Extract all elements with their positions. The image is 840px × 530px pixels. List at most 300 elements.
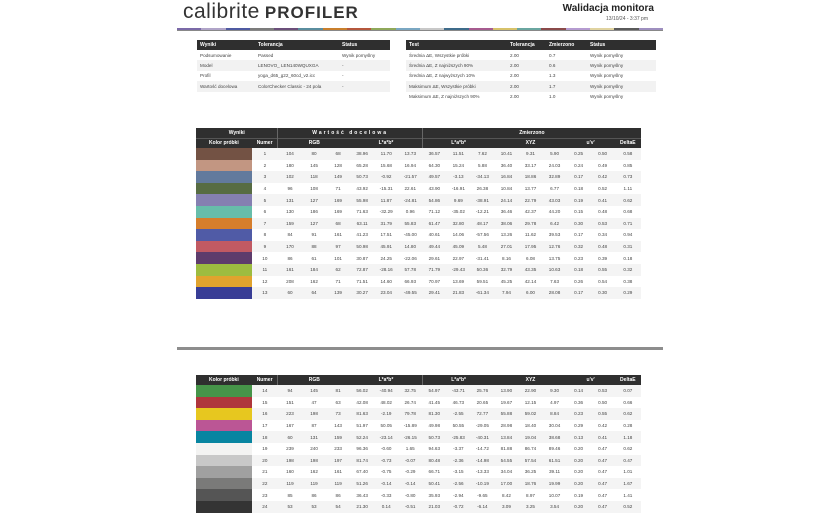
measurement-cell-g: 198 <box>302 408 326 420</box>
measurement-cell-r: 84 <box>287 232 293 238</box>
measurement-cell-de: 0.85 <box>623 162 633 168</box>
measurement-cell-r: 223 <box>278 408 302 420</box>
measurement-cell-v: 0.49 <box>598 162 608 168</box>
color-swatch <box>196 148 252 160</box>
measurement-cell-u: 0.14 <box>567 385 591 397</box>
measurement-cell-r: 53 <box>278 501 302 513</box>
measurement-cell-u: 0.36 <box>574 399 584 405</box>
measurement-cell-mb: 5.88 <box>477 162 487 168</box>
brand-logo <box>183 0 359 24</box>
measurement-cell-y: 17.95 <box>518 241 542 253</box>
measurement-cell-x: 38.06 <box>494 218 518 230</box>
measurement-cell-r: 119 <box>278 478 302 490</box>
measurement-cell-x: 10.84 <box>500 186 513 192</box>
measurement-cell-x: 13.26 <box>500 232 513 238</box>
summary-header-status: Status <box>339 40 390 50</box>
measurement-cell-u: 0.20 <box>574 469 584 475</box>
measurement-cell-l: 81.63 <box>350 408 374 420</box>
measurement-cell-ml: 54.97 <box>422 385 446 397</box>
measurement-cell-z: 5.90 <box>543 148 567 160</box>
measurement-cell-z: 19.99 <box>543 478 567 490</box>
measurement-cell-de: 1.41 <box>623 492 633 498</box>
measurement-cell-v: 0.55 <box>591 408 615 420</box>
measurement-cell-ma: 21.83 <box>446 287 470 299</box>
measurement-cell-r: 170 <box>278 241 302 253</box>
test-cell: Średnia ΔE, Z najwyższych 10% <box>409 73 476 79</box>
measurement-cell-r: 160 <box>286 469 294 475</box>
measurement-cell-l: 71.63 <box>356 209 368 215</box>
header-divider <box>177 30 663 31</box>
measurement-cell-x: 32.79 <box>494 264 518 276</box>
measurement-cell-bb: -0.51 <box>398 501 422 513</box>
measurement-cell-n: 7 <box>252 218 278 230</box>
test-cell: Wynik pomyślny <box>590 73 624 79</box>
measurement-cell-bb: 1.65 <box>405 446 415 452</box>
measurement-cell-n: 17 <box>262 423 268 429</box>
sample-swatch-cell <box>196 420 252 432</box>
col2-uv: u'v' <box>567 375 615 385</box>
sample-swatch-cell <box>196 443 252 455</box>
summary-cell: LENOVO_ LEN140WQUXGA <box>255 60 339 70</box>
measurement-row <box>196 194 641 206</box>
measurement-cell-z: 6.42 <box>543 218 567 230</box>
measurement-cell-x: 55.88 <box>494 408 518 420</box>
measurement-cell-ml: 71.12 <box>428 209 441 215</box>
measurement-row <box>196 287 641 299</box>
measurement-cell-y: 59.02 <box>518 408 542 420</box>
summary-row <box>197 71 390 81</box>
measurement-cell-de: 0.71 <box>615 218 641 230</box>
sample-swatch-cell <box>196 408 252 420</box>
measurement-row <box>196 148 641 160</box>
measurement-cell-v: 0.52 <box>598 186 608 192</box>
measurement-row <box>196 229 641 241</box>
summary-row <box>197 50 390 60</box>
measurement-cell-g: 86 <box>311 492 317 498</box>
measurement-cell-x: 8.42 <box>501 492 511 498</box>
measurement-cell-bb: 16.94 <box>404 162 416 168</box>
measurement-row <box>196 241 641 253</box>
measurement-cell-bb: -0.14 <box>398 478 422 490</box>
measurement-cell-g: 198 <box>302 455 326 467</box>
measurement-cell-u: 0.17 <box>574 232 584 238</box>
measurement-cell-l: 72.87 <box>350 264 374 276</box>
measurement-cell-y: 12.15 <box>524 399 537 405</box>
measurement-cell-y: 43.35 <box>518 264 542 276</box>
summary-header-tolerancja: Tolerancja <box>255 40 339 50</box>
measurement-cell-l: 71.51 <box>356 278 368 284</box>
measurement-cell-g: 80 <box>302 148 326 160</box>
sample-swatch-cell <box>196 397 252 409</box>
measurement-row <box>196 501 641 513</box>
measurement-cell-b: 197 <box>326 455 350 467</box>
sample-swatch-cell <box>196 206 252 218</box>
measurement-cell-g: 91 <box>311 232 317 238</box>
measurement-cell-ma: 15.24 <box>452 162 465 168</box>
measurement-cell-u: 0.29 <box>574 423 584 429</box>
measurement-cell-mb: 5.48 <box>470 241 494 253</box>
summary-cell: - <box>339 60 390 70</box>
measurement-cell-u: 0.17 <box>567 287 591 299</box>
test-cell: 0.6 <box>546 60 587 70</box>
measurement-cell-g: 108 <box>310 186 318 192</box>
measurement-cell-g: 186 <box>310 209 318 215</box>
measurement-cell-de: 0.18 <box>623 255 633 261</box>
measurement-cell-y: 18.86 <box>518 171 542 183</box>
measurement-cell-ma: -2.56 <box>446 478 470 490</box>
sample-swatch-cell <box>196 171 252 183</box>
test-cell: Wynik pomyślny <box>587 60 656 70</box>
measurement-cell-mb: -34.13 <box>470 171 494 183</box>
summary-table <box>197 40 390 92</box>
measurement-cell-b: 143 <box>334 423 342 429</box>
color-swatch <box>196 466 252 478</box>
tests-header-test: Test <box>406 40 507 50</box>
measurement-cell-de: 0.47 <box>615 455 641 467</box>
measurement-cell-x: 45.25 <box>500 278 513 284</box>
measurement-cell-l: 50.98 <box>350 241 374 253</box>
measurement-cell-de: 1.01 <box>623 469 633 475</box>
measurement-cell-x: 10.41 <box>494 148 518 160</box>
measurement-cell-z: 13.75 <box>548 255 561 261</box>
measurement-cell-ml: 21.03 <box>422 501 446 513</box>
measurement-cell-ma: -2.55 <box>446 408 470 420</box>
measurement-cell-g: 145 <box>302 385 326 397</box>
measurement-cell-ma: -2.36 <box>446 455 470 467</box>
measurement-cell-n: 4 <box>263 186 267 192</box>
color-swatch <box>196 171 252 183</box>
measurement-cell-y: 29.78 <box>518 218 542 230</box>
color-swatch <box>196 501 252 513</box>
measurement-cell-r: 208 <box>286 278 294 284</box>
measurement-cell-v: 0.42 <box>591 171 615 183</box>
measurement-cell-u: 0.19 <box>567 194 591 206</box>
measurement-cell-u: 0.17 <box>567 171 591 183</box>
measurement-cell-z: 8.84 <box>543 408 567 420</box>
measurement-cell-x: 24.14 <box>494 194 518 206</box>
sample-swatch-cell <box>196 466 252 478</box>
col-deltae: DeltaE <box>615 138 641 148</box>
measurement-cell-y: 13.77 <box>524 186 537 192</box>
summary-cell: Podsumowanie <box>200 52 232 58</box>
measurement-cell-bb: -0.80 <box>405 492 416 498</box>
measurement-cell-l: 63.11 <box>350 218 374 230</box>
product-name: PROFILER <box>264 3 359 22</box>
measurement-row <box>196 206 641 218</box>
test-row <box>406 81 656 91</box>
measurement-cell-y: 42.14 <box>524 278 537 284</box>
summary-cell: Wartość docelowa <box>197 81 255 91</box>
color-swatch <box>196 206 252 218</box>
sample-swatch-cell <box>196 148 252 160</box>
sample-swatch-cell <box>196 194 252 206</box>
measurement-cell-u: 0.25 <box>567 148 591 160</box>
test-cell: 2.00 <box>507 60 546 70</box>
measurement-cell-r: 60 <box>278 431 302 443</box>
measurement-cell-bb: 0.96 <box>405 209 415 215</box>
measurement-cell-r: 167 <box>286 423 294 429</box>
tests-header-status: Status <box>587 40 656 50</box>
measurement-cell-x: 27.01 <box>494 241 518 253</box>
measurement-cell-bb: -21.57 <box>398 171 422 183</box>
col2-xyz: XYZ <box>494 375 566 385</box>
measurement-cell-a: -0.33 <box>380 492 392 498</box>
measurement-cell-y: 3.25 <box>518 501 542 513</box>
measurement-cell-v: 0.48 <box>598 209 608 215</box>
sample-swatch-cell <box>196 431 252 443</box>
summary-cell: Model <box>197 60 255 70</box>
color-swatch <box>196 183 252 195</box>
col-lab: L*a*b* <box>350 138 422 148</box>
measurement-cell-r: 159 <box>278 218 302 230</box>
measurement-cell-de: 0.31 <box>615 241 641 253</box>
measurement-column-header <box>196 138 641 148</box>
summary-cell: - <box>342 73 344 79</box>
measurement-cell-bb: 66.93 <box>404 278 416 284</box>
measurement-cell-a: 23.04 <box>374 287 398 299</box>
measurement-cell-v: 0.47 <box>591 501 615 513</box>
measurement-cell-ma: 13.69 <box>452 278 465 284</box>
measurement-cell-ml: 29.61 <box>428 255 441 261</box>
measurement-cell-ml: 70.97 <box>428 278 441 284</box>
measurement-cell-a: 11.70 <box>374 148 398 160</box>
measurement-cell-a: -28.16 <box>374 264 398 276</box>
measurement-cell-x: 8.16 <box>501 255 511 261</box>
measurement-cell-mb: 20.65 <box>476 399 489 405</box>
measurement-cell-bb: 14.80 <box>398 241 422 253</box>
measurement-cell-ma: 46.73 <box>452 399 465 405</box>
measurement-cell-ml: 49.44 <box>422 241 446 253</box>
measurement-cell-de: 0.32 <box>615 264 641 276</box>
page-title: Walidacja monitora <box>562 3 654 14</box>
measurement-cell-ml: 94.63 <box>428 446 441 452</box>
measurement-cell-bb: 79.78 <box>398 408 422 420</box>
measurement-row <box>196 252 641 264</box>
measurement-cell-r: 104 <box>278 148 302 160</box>
measurement-cell-bb: 22.61 <box>404 186 416 192</box>
measurement-cell-bb: -0.07 <box>398 455 422 467</box>
test-cell: Maksimum ΔE, Z najniższych 90% <box>409 94 480 100</box>
measurement-cell-y: 6.08 <box>526 255 535 261</box>
measurement-cell-ma: 50.55 <box>452 423 465 429</box>
measurement-cell-v: 0.47 <box>598 469 608 475</box>
measurement-table <box>196 128 641 299</box>
measurement-cell-g: 87 <box>311 423 317 429</box>
sample-swatch-cell <box>196 455 252 467</box>
measurement-cell-n: 15 <box>262 399 268 405</box>
measurement-cell-mb: -14.98 <box>470 455 494 467</box>
measurement-cell-ma: 9.69 <box>446 194 470 206</box>
measurement-cell-g: 131 <box>302 431 326 443</box>
measurement-cell-mb: -57.56 <box>475 232 489 238</box>
sample-swatch-cell <box>196 276 252 288</box>
measurement-cell-mb: 48.17 <box>470 218 494 230</box>
measurement-cell-r: 85 <box>287 492 293 498</box>
color-swatch <box>196 160 252 172</box>
measurement-row <box>196 276 641 288</box>
col2-rgb: RGB <box>278 375 350 385</box>
sample-swatch-cell <box>196 252 252 264</box>
measurement-cell-u: 0.30 <box>567 218 591 230</box>
measurement-cell-a: 45.91 <box>374 241 398 253</box>
measurement-cell-b: 71 <box>335 278 341 284</box>
measurement-cell-z: 39.53 <box>548 232 561 238</box>
col2-numer: Numer <box>252 375 278 385</box>
measurement-cell-de: 0.58 <box>615 148 641 160</box>
measurement-cell-y: 22.79 <box>518 194 542 206</box>
summary-cell: Passed <box>258 52 274 58</box>
measurement-cell-bb: -26.15 <box>398 431 422 443</box>
test-row <box>406 71 656 81</box>
measurement-cell-g: 119 <box>302 478 326 490</box>
measurement-cell-mb: -61.34 <box>470 287 494 299</box>
measurement-cell-ma: -29.43 <box>446 264 470 276</box>
measurement-cell-a: 50.05 <box>380 423 392 429</box>
measurement-cell-ma: -25.83 <box>446 431 470 443</box>
measurement-cell-v: 0.34 <box>598 232 608 238</box>
measurement-cell-mb: 25.76 <box>470 385 494 397</box>
measurement-cell-de: 0.29 <box>615 287 641 299</box>
summary-cell: yoga_d65_g22_60cd_v2.icc <box>258 73 316 79</box>
measurement-cell-l: 51.97 <box>356 423 368 429</box>
measurement-cell-r: 239 <box>286 446 294 452</box>
measurement-cell-n: 19 <box>262 446 268 452</box>
measurement-cell-n: 8 <box>263 232 267 238</box>
measurement-cell-g: 118 <box>302 171 326 183</box>
test-cell: Wynik pomyślny <box>590 52 624 58</box>
color-swatch <box>196 455 252 467</box>
measurement-cell-a: 48.02 <box>380 399 392 405</box>
measurement-cell-v: 0.53 <box>591 385 615 397</box>
test-cell: Maksimum ΔE, Wszystkie próbki <box>406 81 507 91</box>
sample-swatch-cell <box>196 264 252 276</box>
measurement-cell-de: 0.73 <box>615 171 641 183</box>
measurement-cell-r: 198 <box>278 455 302 467</box>
summary-header-row <box>197 40 390 50</box>
measurement-cell-z: 12.76 <box>543 241 567 253</box>
color-swatch <box>196 420 252 432</box>
measurement-cell-x: 13.84 <box>494 431 518 443</box>
measurement-group-header <box>196 128 641 138</box>
measurement-cell-l: 41.23 <box>356 232 368 238</box>
measurement-cell-de: 0.68 <box>623 209 633 215</box>
test-cell: 2.00 <box>510 94 519 100</box>
test-cell: Wynik pomyślny <box>587 81 656 91</box>
measurement-cell-u: 0.23 <box>567 408 591 420</box>
measurement-cell-mb: -31.41 <box>475 255 489 261</box>
measurement-cell-l: 30.87 <box>356 255 368 261</box>
measurement-row <box>196 478 641 490</box>
measurement-cell-b: 63 <box>335 399 341 405</box>
measurement-cell-u: 0.20 <box>574 446 584 452</box>
tests-header-row <box>406 40 656 50</box>
measurement-cell-y: 19.04 <box>518 431 542 443</box>
col-numer: Numer <box>252 138 278 148</box>
measurement-cell-u: 0.15 <box>574 209 584 215</box>
measurement-cell-x: 34.04 <box>500 469 513 475</box>
color-swatch <box>196 443 252 455</box>
measurement-cell-ml: 81.30 <box>422 408 446 420</box>
measurement-cell-ma: -3.15 <box>453 469 464 475</box>
measurement-cell-mb: -10.19 <box>470 478 494 490</box>
measurement-cell-mb: -12.21 <box>475 209 489 215</box>
col2-kolor: Kolor próbki <box>196 375 252 385</box>
measurement-cell-l: 36.43 <box>356 492 368 498</box>
measurement-cell-v: 0.41 <box>591 431 615 443</box>
measurement-cell-z: 39.11 <box>548 469 561 475</box>
measurement-cell-de: 0.62 <box>623 446 633 452</box>
measurement-cell-b: 139 <box>326 287 350 299</box>
measurement-cell-l: 81.74 <box>350 455 374 467</box>
measurement-cell-b: 169 <box>334 209 342 215</box>
measurement-cell-l: 50.73 <box>350 171 374 183</box>
measurement-cell-n: 10 <box>262 255 268 261</box>
measurement-cell-u: 0.26 <box>574 278 584 284</box>
measurement-cell-v: 0.50 <box>598 399 608 405</box>
measurement-cell-l: 42.08 <box>356 399 368 405</box>
measurement-cell-u: 0.18 <box>567 264 591 276</box>
measurement-cell-ma: -3.13 <box>446 171 470 183</box>
measurement-cell-z: 38.68 <box>543 431 567 443</box>
measurement-cell-x: 28.98 <box>500 423 513 429</box>
measurement-cell-ma: -35.02 <box>451 209 465 215</box>
color-swatch <box>196 252 252 264</box>
measurement-cell-ml: 49.57 <box>422 171 446 183</box>
measurement-cell-r: 131 <box>278 194 302 206</box>
brand-name: calibrite <box>183 0 260 23</box>
measurement-cell-b: 119 <box>326 478 350 490</box>
test-cell: 2.00 <box>510 73 519 79</box>
test-cell: 2.00 <box>507 81 546 91</box>
measurement-cell-ma: -16.91 <box>451 186 465 192</box>
measurement-cell-v: 0.41 <box>591 194 615 206</box>
measurement-row <box>196 160 641 172</box>
measurement-cell-a: 24.25 <box>380 255 392 261</box>
measurement-cell-y: 18.40 <box>524 423 537 429</box>
measurement-cell-n: 13 <box>252 287 278 299</box>
measurement-cell-g: 127 <box>302 194 326 206</box>
measurement-cell-g: 162 <box>310 278 318 284</box>
measurement-cell-y: 86.74 <box>524 446 537 452</box>
measurement-cell-de: 0.07 <box>615 385 641 397</box>
measurement-cell-z: 44.20 <box>548 209 561 215</box>
measurement-cell-x: 3.09 <box>494 501 518 513</box>
measurement-cell-b: 73 <box>326 408 350 420</box>
measurement-cell-u: 0.20 <box>567 501 591 513</box>
measurement-cell-mb: 7.62 <box>470 148 494 160</box>
color-swatch <box>196 489 252 501</box>
measurement-cell-x: 54.55 <box>494 455 518 467</box>
measurement-row <box>196 171 641 183</box>
measurement-cell-y: 33.17 <box>524 162 537 168</box>
measurement-cell-r: 102 <box>278 171 302 183</box>
measurement-cell-ml: 43.90 <box>428 186 441 192</box>
measurement-cell-bb: -24.81 <box>398 194 422 206</box>
measurement-cell-g: 162 <box>310 469 318 475</box>
measurement-row <box>196 420 641 432</box>
measurement-cell-n: 9 <box>252 241 278 253</box>
test-cell: 2.00 <box>510 52 519 58</box>
test-cell: Średnia ΔE, Z najniższych 90% <box>406 60 507 70</box>
color-swatch <box>196 397 252 409</box>
measurement-cell-z: 24.03 <box>548 162 561 168</box>
measurement-cell-de: 0.52 <box>615 501 641 513</box>
measurement-cell-ml: 49.98 <box>428 423 441 429</box>
measurement-cell-de: 1.18 <box>615 431 641 443</box>
measurement-cell-ml: 71.79 <box>422 264 446 276</box>
summary-cell: Profil <box>200 73 211 79</box>
measurement-cell-z: 30.04 <box>548 423 561 429</box>
